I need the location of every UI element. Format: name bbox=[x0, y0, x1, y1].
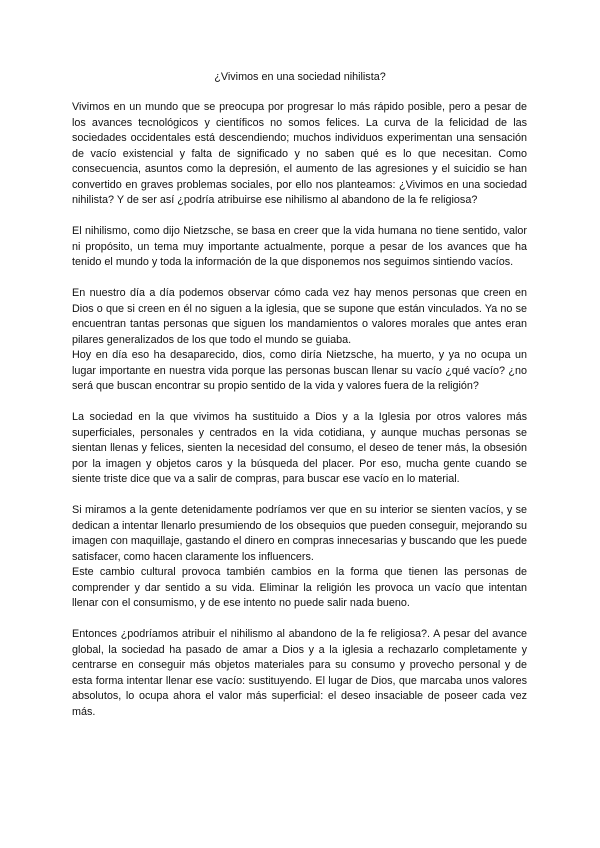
paragraph-nihilism-definition: El nihilismo, como dijo Nietzsche, se basa en creer que la vida humana no tiene sentido, valor ni propósito, un tema muy importante actualmente, porque a pesar de los avances que ha tenido el mundo y toda la información de la que disponemos nos seguimos sintiendo vacíos. bbox=[72, 225, 527, 268]
paragraph-cultural-change: Este cambio cultural provoca también cambios en la forma que tienen las personas de comprender y dar sentido a su vida. Eliminar la religión les provoca un vacío que intentan llenar con el consumismo, y de ese intento no puede salir nada bueno. bbox=[72, 566, 527, 609]
paragraph-consumerism: La sociedad en la que vivimos ha sustituido a Dios y a la Iglesia por otros valores más superficiales, personales y centrados en la vida cotidiana, y aunque muchas personas se sientan llenas y felices, sienten la necesidad del consumo, el deseo de tener más, la obsesión por la imagen y objetos caros y la búsqueda del placer. Por eso, mucha gente cuando se siente triste dice que va a salir de compras, para buscar ese vacío en lo material. bbox=[72, 411, 527, 485]
paragraph-inner-emptiness: Si miramos a la gente detenidamente podríamos ver que en su interior se sienten vacíos, y se dedican a intentar llenarlo presumiendo de los obsequios que pueden conseguir, mejorando su imagen con maquillaje, gastando el dinero en compras innecesarias y buscando que les puede satisfacer, como hacen claramente los influencers. bbox=[72, 504, 527, 563]
paragraph-religion-decline: En nuestro día a día podemos observar cómo cada vez hay menos personas que creen en Dios o que si creen en él no siguen a la iglesia, que se supone que están vinculados. Ya no se encuentran tantas personas que siguen los mandamientos o valores morales que antes eran pilares generalizados de los que todo el mundo se guiaba. bbox=[72, 287, 527, 346]
document-title: ¿Vivimos en una sociedad nihilista? bbox=[214, 71, 386, 83]
document-body bbox=[72, 100, 527, 736]
paragraph-conclusion: Entonces ¿podríamos atribuir el nihilismo al abandono de la fe religiosa?. A pesar del avance global, la sociedad ha pasado de amar a Dios y a la iglesia a rechazarlo completamente y centrarse en conseguir más objetos materiales para su consumo y provecho personal y de esta forma intentar llenar ese vacío: sustituyendo. El lugar de Dios, que marcaba unos valores absolutos, lo ocupa ahora el valor más superficial: el deseo insaciable de poseer cada vez más. bbox=[72, 628, 527, 718]
paragraph-intro: Vivimos en un mundo que se preocupa por progresar lo más rápido posible, pero a pesar de los avances tecnológicos y científicos no somos felices. La curva de la felicidad de las sociedades occidentales está descendiendo; muchos individuos experimentan una sensación de vacío existencial y falta de significado y no saben qué es lo que necesitan. Como consecuencia, asuntos como la depresión, el aumento de las agresiones y el suicidio se han convertido en graves problemas sociales, por ello nos planteamos: ¿Vivimos en una sociedad nihilista? Y de ser así ¿podría atribuirse ese nihilismo al abandono de la fe religiosa? bbox=[72, 101, 527, 206]
paragraph-god-is-dead: Hoy en día eso ha desaparecido, dios, como diría Nietzsche, ha muerto, y ya no ocupa un lugar importante en nuestra vida porque las personas buscan llenar su vacío ¿qué vacío? ¿no será que buscan encontrar su propio sentido de la vida y valores fuera de la religión? bbox=[72, 349, 527, 392]
